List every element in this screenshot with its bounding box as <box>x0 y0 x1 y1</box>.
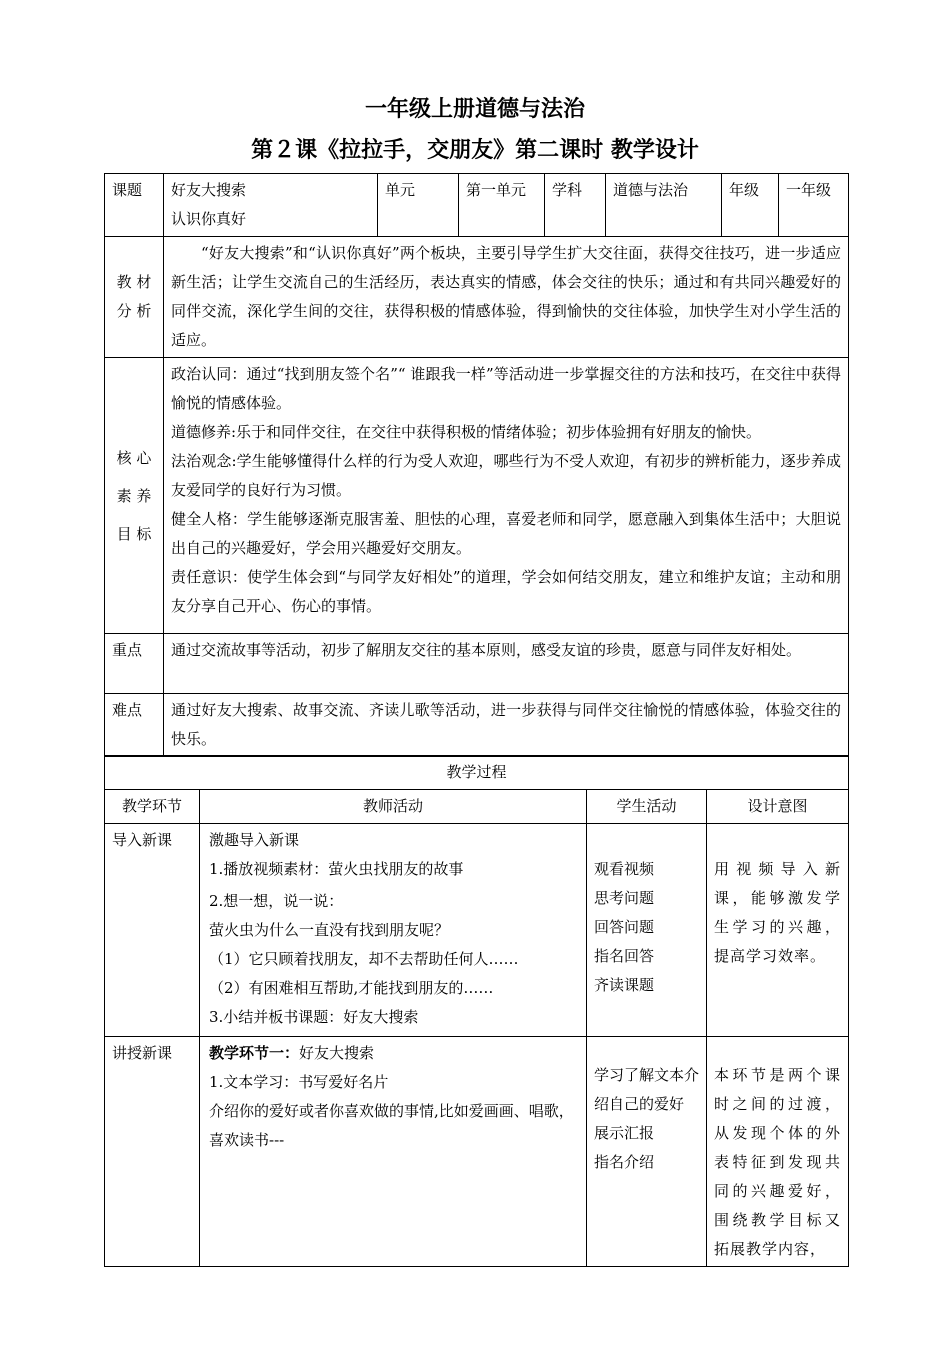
teacher-intro-line-3: 2.想一想，说一说： <box>209 892 344 910</box>
teacher-teach-line-1: 1.文本学习：书写爱好名片 <box>209 1073 389 1091</box>
difficulty-text: 通过好友大搜索、故事交流、齐读儿歌等活动，进一步获得与同伴交往愉悦的情感体验，体验交往的快乐。 <box>164 694 849 757</box>
header-intent: 设计意图 <box>707 790 849 824</box>
header-stage: 教学环节 <box>105 790 200 824</box>
intent-intro: 用视频导入新课，能够激发学生学习的兴趣，提高学习效率。 <box>707 824 849 1037</box>
goal-law: 法治观念:学生能够懂得什么样的行为受人欢迎，哪些行为不受人欢迎，有初步的辨析能力，逐步养成友爱同学的良好行为习惯。 <box>171 452 841 499</box>
teacher-intro-line-4: 萤火虫为什么一直没有找到朋友呢？ <box>209 921 450 939</box>
analysis-label-1: 教 材 <box>116 273 152 291</box>
student-intro-line-3: 回答问题 <box>594 918 655 936</box>
teacher-intro-line-1: 激趣导入新课 <box>209 831 300 849</box>
goal-responsibility: 责任意识：使学生体会到“与同学友好相处”的道理，学会如何结交朋友，建立和维护友谊；主动和朋友分享自己开心、伤心的事情。 <box>171 568 841 615</box>
header-teacher: 教师活动 <box>200 790 587 824</box>
topic-row <box>105 174 849 237</box>
process-title-row <box>105 756 849 790</box>
goal-personality: 健全人格：学生能够逐渐克服害羞、胆怯的心理，喜爱老师和同学，愿意融入到集体生活中；大胆说出自己的兴趣爱好，学会用兴趣爱好交朋友。 <box>171 510 841 557</box>
goals-row <box>105 358 849 634</box>
analysis-label <box>105 237 164 358</box>
stage-intro: 导入新课 <box>105 824 200 1037</box>
header-student: 学生活动 <box>587 790 707 824</box>
document-title: 一年级上册道德与法治 <box>364 97 585 122</box>
teacher-intro-line-6: （2）有困难相互帮助,才能找到朋友的…… <box>209 979 494 997</box>
teacher-teach-line-2: 介绍你的爱好或者你喜欢做的事情,比如爱画画、唱歌，喜欢读书--- <box>209 1102 574 1149</box>
teacher-teach-heading-bold: 教学环节一： <box>209 1044 300 1062</box>
teacher-intro-line-7: 3.小结并板书课题：好友大搜索 <box>209 1008 419 1026</box>
unit-value: 第一单元 <box>459 174 545 237</box>
teacher-intro-line-5: （1）它只顾着找朋友，却不去帮助任何人…… <box>209 950 519 968</box>
goals-label-3: 目 标 <box>116 524 152 543</box>
lesson-info-table <box>104 173 849 757</box>
grade-value: 一年级 <box>779 174 849 237</box>
teacher-teach-heading-text: 好友大搜索 <box>299 1044 375 1062</box>
student-intro-line-5: 齐读课题 <box>594 976 655 994</box>
student-teach-line-1: 学习了解文本介绍自己的爱好 <box>594 1066 700 1113</box>
goals-label-2: 素 养 <box>116 486 152 505</box>
unit-label: 单元 <box>378 174 459 237</box>
key-point-text: 通过交流故事等活动，初步了解朋友交往的基本原则，感受友谊的珍贵，愿意与同伴友好相处。 <box>164 634 849 694</box>
student-intro <box>587 824 707 1037</box>
teacher-teach <box>200 1037 587 1267</box>
subject-label: 学科 <box>545 174 606 237</box>
analysis-label-2: 分 析 <box>116 302 152 320</box>
difficulty-row <box>105 694 849 757</box>
analysis-row <box>105 237 849 358</box>
key-point-row <box>105 634 849 694</box>
teacher-intro-line-2: 1.播放视频素材：萤火虫找朋友的故事 <box>209 860 464 878</box>
teacher-intro <box>200 824 587 1037</box>
process-table <box>104 755 849 1267</box>
student-teach <box>587 1037 707 1267</box>
topic-line-1: 好友大搜索 <box>171 181 247 199</box>
student-teach-line-3: 指名介绍 <box>594 1153 655 1171</box>
goals-label <box>105 358 164 634</box>
goals-label-1: 核 心 <box>116 448 152 467</box>
process-title: 教学过程 <box>105 756 849 790</box>
student-intro-line-4: 指名回答 <box>594 947 655 965</box>
teacher-teach-heading <box>209 1039 579 1068</box>
goal-moral: 道德修养:乐于和同伴交往，在交往中获得积极的情绪体验；初步体验拥有好朋友的愉快。 <box>171 423 762 441</box>
topic-value <box>164 174 378 237</box>
process-row-teach <box>105 1037 849 1267</box>
document-subtitle: 第２课《拉拉手，交朋友》第二课时 教学设计 <box>251 138 699 163</box>
goals-text <box>164 358 849 634</box>
goal-political: 政治认同：通过“找到朋友签个名”“ 谁跟我一样”等活动进一步掌握交往的方法和技巧，在交往中获得愉悦的情感体验。 <box>171 365 841 412</box>
topic-label: 课题 <box>105 174 164 237</box>
intent-teach: 本环节是两个课时之间的过渡，从发现个体的外表特征到发现共同的兴趣爱好，围绕教学目标又拓展教学内容， <box>707 1037 849 1267</box>
student-intro-line-1: 观看视频 <box>594 860 655 878</box>
process-header-row <box>105 790 849 824</box>
student-intro-line-2: 思考问题 <box>594 889 655 907</box>
difficulty-label: 难点 <box>105 694 164 757</box>
process-row-intro <box>105 824 849 1037</box>
subject-value: 道德与法治 <box>606 174 722 237</box>
analysis-text: “好友大搜索”和“认识你真好”两个板块，主要引导学生扩大交往面，获得交往技巧，进一步适应新生活；让学生交流自己的生活经历，表达真实的情感，体会交往的快乐；通过和有共同兴趣爱好的同伴交流，深化学生间的交往，获得积极的情感体验，得到愉快的交往体验，加快学生对小学生活的适应。 <box>164 237 849 358</box>
stage-teach: 讲授新课 <box>105 1037 200 1267</box>
topic-line-2: 认识你真好 <box>171 210 247 228</box>
student-teach-line-2: 展示汇报 <box>594 1124 655 1142</box>
key-point-label: 重点 <box>105 634 164 694</box>
grade-label: 年级 <box>722 174 779 237</box>
